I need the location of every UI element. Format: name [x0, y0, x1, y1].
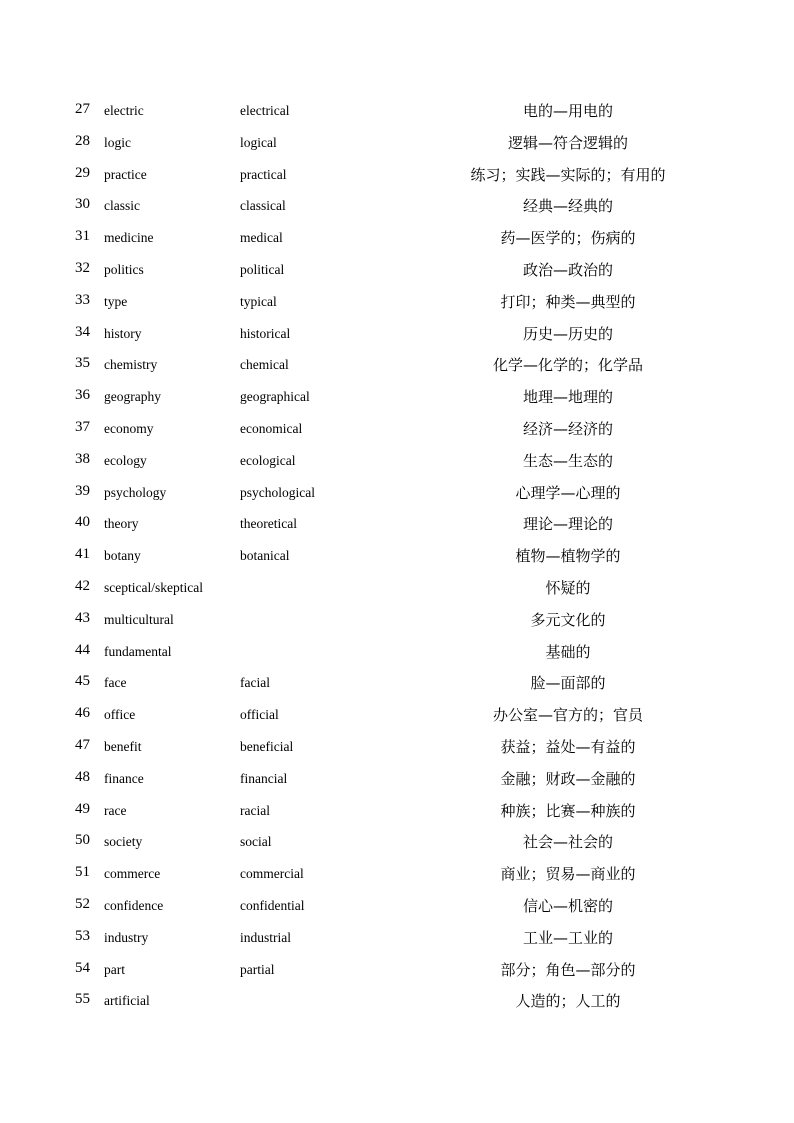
- entry-number: 33: [75, 291, 90, 308]
- entry-number: 46: [75, 705, 90, 722]
- adjective-form: facial: [240, 675, 270, 691]
- entry-number: 40: [75, 514, 90, 531]
- chinese-meaning: 历史—历史的: [522, 324, 613, 343]
- base-word: society: [104, 834, 143, 850]
- vocab-row: [0, 349, 794, 381]
- vocab-row: [0, 286, 794, 318]
- entry-number: 30: [75, 196, 90, 213]
- base-word: practice: [104, 166, 147, 182]
- adjective-form: social: [240, 834, 272, 850]
- chinese-meaning: 部分；角色—部分的: [500, 960, 636, 979]
- adjective-form: industrial: [240, 929, 291, 945]
- vocab-row: [0, 699, 794, 731]
- base-word: commerce: [104, 866, 161, 882]
- chinese-meaning: 政治—政治的: [522, 260, 613, 279]
- chinese-meaning: 电的—用电的: [522, 102, 613, 120]
- entry-number: 53: [75, 927, 90, 944]
- adjective-form: racial: [240, 802, 270, 818]
- chinese-meaning: 生态—生态的: [522, 451, 613, 470]
- adjective-form: commercial: [240, 866, 304, 882]
- entry-number: 42: [75, 577, 90, 594]
- vocab-row: [0, 190, 794, 222]
- base-word: geography: [104, 389, 161, 405]
- vocab-row: [0, 763, 794, 795]
- adjective-form: economical: [240, 420, 303, 436]
- base-word: confidence: [104, 897, 164, 913]
- entry-number: 32: [75, 259, 90, 276]
- adjective-form: partial: [240, 961, 275, 977]
- base-word: face: [104, 675, 127, 691]
- adjective-form: confidential: [240, 897, 305, 913]
- vocab-row: [0, 826, 794, 858]
- entry-number: 55: [75, 991, 90, 1008]
- chinese-meaning: 怀疑的: [545, 578, 591, 597]
- entry-number: 28: [75, 132, 90, 149]
- vocab-row: [0, 540, 794, 572]
- chinese-meaning: 人造的；人工的: [515, 992, 621, 1011]
- vocabulary-list: [0, 95, 794, 1017]
- base-word: office: [104, 707, 136, 723]
- adjective-form: geographical: [240, 389, 310, 405]
- adjective-form: official: [240, 707, 279, 723]
- base-word: ecology: [104, 452, 147, 468]
- entry-number: 38: [75, 450, 90, 467]
- entry-number: 44: [75, 641, 90, 658]
- base-word: economy: [104, 420, 154, 436]
- chinese-meaning: 信心—机密的: [522, 896, 613, 915]
- adjective-form: practical: [240, 166, 287, 182]
- adjective-form: botanical: [240, 548, 290, 564]
- chinese-meaning: 植物—植物学的: [515, 547, 621, 566]
- vocab-row: [0, 254, 794, 286]
- base-word: finance: [104, 770, 144, 786]
- base-word: race: [104, 802, 127, 818]
- adjective-form: electrical: [240, 103, 290, 118]
- vocab-row: [0, 985, 794, 1017]
- vocab-row: [0, 795, 794, 827]
- vocab-row: [0, 858, 794, 890]
- chinese-meaning: 打印；种类—典型的: [500, 292, 636, 311]
- adjective-form: historical: [240, 325, 291, 341]
- entry-number: 49: [75, 800, 90, 817]
- vocab-row: [0, 636, 794, 668]
- adjective-form: beneficial: [240, 738, 294, 754]
- chinese-meaning: 经典—经典的: [522, 197, 613, 216]
- entry-number: 52: [75, 895, 90, 912]
- chinese-meaning: 化学—化学的；化学品: [492, 356, 643, 375]
- chinese-meaning: 药—医学的；伤病的: [500, 229, 636, 248]
- vocab-row: [0, 95, 794, 127]
- entry-number: 29: [75, 164, 90, 181]
- chinese-meaning: 获益；益处—有益的: [500, 737, 636, 756]
- vocab-row: [0, 381, 794, 413]
- chinese-meaning: 脸—面部的: [530, 674, 606, 693]
- base-word: classic: [104, 198, 140, 214]
- adjective-form: medical: [240, 230, 283, 246]
- entry-number: 43: [75, 609, 90, 626]
- base-word: multicultural: [104, 611, 174, 627]
- entry-number: 51: [75, 864, 90, 881]
- vocab-row: [0, 222, 794, 254]
- entry-number: 37: [75, 418, 90, 435]
- base-word: part: [104, 961, 125, 977]
- vocab-row: [0, 954, 794, 986]
- base-word: fundamental: [104, 643, 172, 659]
- adjective-form: chemical: [240, 357, 289, 373]
- entry-number: 48: [75, 768, 90, 785]
- vocab-row: [0, 413, 794, 445]
- entry-number: 35: [75, 355, 90, 372]
- entry-number: 27: [75, 101, 90, 117]
- vocab-row: [0, 445, 794, 477]
- entry-number: 54: [75, 959, 90, 976]
- chinese-meaning: 基础的: [545, 642, 591, 661]
- vocab-row: [0, 318, 794, 350]
- base-word: electric: [104, 103, 144, 118]
- adjective-form: financial: [240, 770, 288, 786]
- base-word: type: [104, 293, 128, 309]
- vocab-row: [0, 477, 794, 509]
- entry-number: 39: [75, 482, 90, 499]
- chinese-meaning: 经济—经济的: [522, 419, 613, 438]
- base-word: artificial: [104, 993, 150, 1009]
- adjective-form: ecological: [240, 452, 296, 468]
- base-word: psychology: [104, 484, 167, 500]
- base-word: benefit: [104, 738, 142, 754]
- chinese-meaning: 心理学—心理的: [515, 483, 621, 502]
- chinese-meaning: 办公室—官方的；官员: [492, 706, 643, 725]
- base-word: theory: [104, 516, 139, 532]
- base-word: industry: [104, 929, 149, 945]
- vocab-row: [0, 890, 794, 922]
- entry-number: 50: [75, 832, 90, 849]
- adjective-form: political: [240, 261, 285, 277]
- adjective-form: psychological: [240, 484, 315, 500]
- entry-number: 31: [75, 228, 90, 245]
- adjective-form: classical: [240, 198, 286, 214]
- entry-number: 47: [75, 736, 90, 753]
- entry-number: 41: [75, 546, 90, 563]
- chinese-meaning: 多元文化的: [530, 610, 606, 629]
- chinese-meaning: 逻辑—符合逻辑的: [507, 133, 628, 152]
- vocab-row: [0, 508, 794, 540]
- chinese-meaning: 工业—工业的: [522, 928, 613, 947]
- base-word: politics: [104, 261, 144, 277]
- chinese-meaning: 社会—社会的: [522, 833, 613, 852]
- chinese-meaning: 练习；实践—实际的；有用的: [470, 165, 666, 184]
- vocab-row: [0, 572, 794, 604]
- vocab-row: [0, 731, 794, 763]
- base-word: medicine: [104, 230, 154, 246]
- base-word: sceptical/skeptical: [104, 579, 203, 595]
- base-word: botany: [104, 548, 141, 564]
- entry-number: 45: [75, 673, 90, 690]
- chinese-meaning: 商业；贸易—商业的: [500, 865, 636, 884]
- adjective-form: logical: [240, 134, 277, 150]
- entry-number: 36: [75, 387, 90, 404]
- vocab-row: [0, 604, 794, 636]
- chinese-meaning: 地理—地理的: [522, 388, 613, 407]
- chinese-meaning: 金融；财政—金融的: [500, 769, 636, 788]
- chinese-meaning: 种族；比赛—种族的: [500, 801, 636, 820]
- vocab-row: [0, 667, 794, 699]
- chinese-meaning: 理论—理论的: [522, 515, 613, 534]
- base-word: logic: [104, 134, 131, 150]
- entry-number: 34: [75, 323, 90, 340]
- base-word: history: [104, 325, 142, 341]
- vocab-row: [0, 922, 794, 954]
- vocab-row: [0, 127, 794, 159]
- vocab-row: [0, 159, 794, 191]
- base-word: chemistry: [104, 357, 158, 373]
- adjective-form: typical: [240, 293, 277, 309]
- adjective-form: theoretical: [240, 516, 297, 532]
